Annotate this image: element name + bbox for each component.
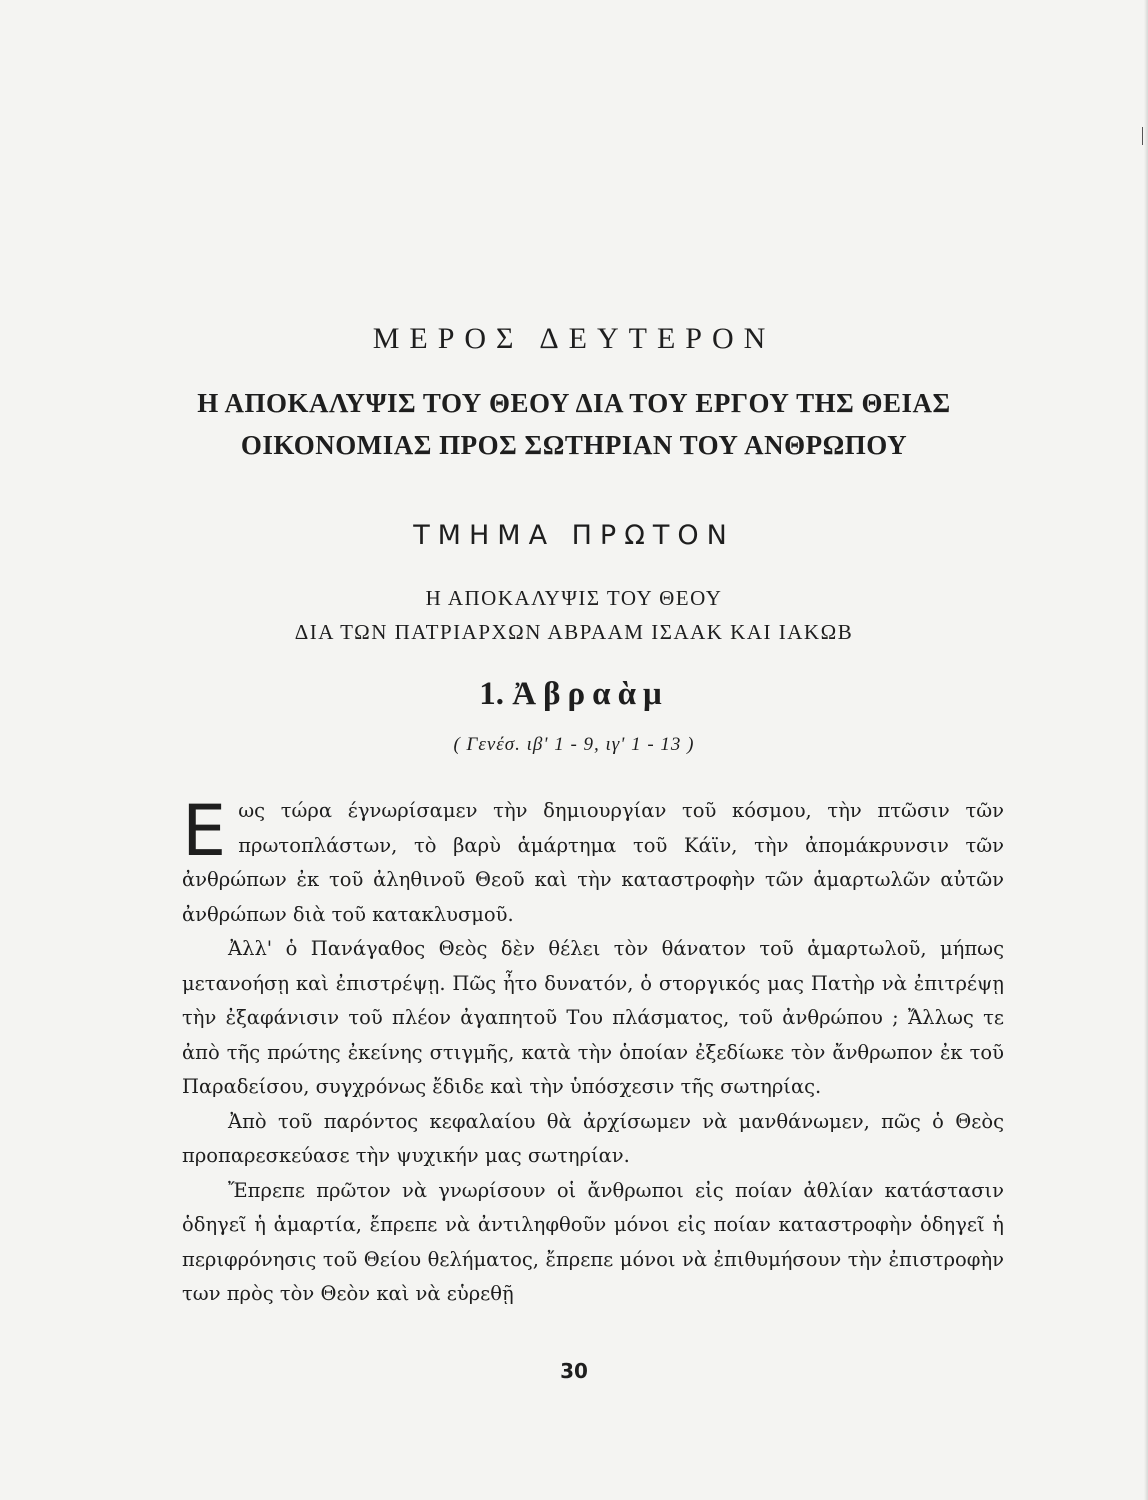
main-title-line-2: ΟΙΚΟΝΟΜΙΑΣ ΠΡΟΣ ΣΩΤΗΡΙΑΝ ΤΟΥ ΑΝΘΡΩΠΟΥ [240, 430, 908, 460]
body-text [182, 790, 1004, 1312]
subtitle-line-2: ΔΙΑ ΤΩΝ ΠΑΤΡΙΑΡΧΩΝ ΑΒΡΑΑΜ ΙΣΑΑΚ ΚΑΙ ΙΑΚΩΒ [294, 620, 854, 644]
paragraph-2: Ἀλλ' ὁ Πανάγαθος Θεὸς δὲν θέλει τὸν θάνατον τοῦ ἁμαρτωλοῦ, μήπως μετανοήσῃ καὶ ἐπιστρέψῃ. Πῶς ἦτο δυνατόν, ὁ στοργικός μας Πατὴρ νὰ ἐπιτρέψῃ τὴν ἐξαφάνισιν τοῦ πλέον ἀγαπητοῦ Του πλάσματος, τοῦ ἀνθρώπου ; Ἄλλως τε ἀπὸ τῆς πρώτης ἐκείνης στιγμῆς, κατὰ τὴν ὁποίαν ἐξεδίωκε τὸν ἄνθρωπον ἐκ τοῦ Παραδείσου, συγχρόνως ἔδιδε καὶ τὴν ὑπόσχεσιν τῆς σωτηρίας. [182, 937, 1004, 1098]
part-title: ΜΕΡΟΣ ΔΕΥΤΕΡΟΝ [372, 322, 776, 355]
paragraph-3: Ἀπὸ τοῦ παρόντος κεφαλαίου θὰ ἀρχίσωμεν νὰ μανθάνωμεν, πῶς ὁ Θεὸς προπαρεσκεύασε τὴν ψυχικήν μας σωτηρίαν. [182, 1109, 1004, 1167]
section-title: ΤΜΗΜΑ ΠΡΩΤΟΝ [413, 520, 735, 551]
paragraph-1-text: ως τώρα έγνωρίσαμεν τὴν δημιουργίαν τοῦ κόσμου, τὴν πτῶσιν τῶν πρωτοπλάστων, τὸ βαρὺ ἁμάρτημα τοῦ Κάϊν, τὴν ἀπομάκρυνσιν τῶν ἀνθρώπων ἐκ τοῦ ἀληθινοῦ Θεοῦ καὶ τὴν καταστροφὴν τῶν ἁμαρτωλῶν αὐτῶν ἀνθρώπων διὰ τοῦ κατακλυσμοῦ. [182, 799, 1004, 926]
scripture-reference: ( Γενέσ. ιβ' 1 - 9, ιγ' 1 - 13 ) [453, 734, 695, 755]
page-number: 30 [560, 1359, 588, 1383]
drop-cap: Ε [182, 790, 227, 872]
chapter-heading [0, 676, 1148, 713]
main-title-line-1: Η ΑΠΟΚΑΛΥΨΙΣ ΤΟΥ ΘΕΟΥ ΔΙΑ ΤΟΥ ΕΡΓΟΥ ΤΗΣ ΘΕΙΑΣ [197, 388, 951, 418]
chapter-name: Ἀβραὰμ [512, 676, 669, 712]
margin-mark [1142, 127, 1143, 145]
paragraph-4: Ἔπρεπε πρῶτον νὰ γνωρίσουν οἱ ἄνθρωποι εἰς ποίαν ἀθλίαν κατάστασιν ὁδηγεῖ ἡ ἁμαρτία, ἔπρεπε νὰ ἀντιληφθοῦν μόνοι εἰς ποίαν καταστροφὴν ὁδηγεῖ ἡ περιφρόνησις τοῦ Θείου θελήματος, ἔπρεπε μόνοι νὰ ἐπιθυμήσουν τὴν ἐπιστροφὴν των πρὸς τὸν Θεὸν καὶ νὰ εὑρεθῇ [182, 1178, 1004, 1305]
chapter-number: 1. [479, 676, 505, 712]
paragraph-1 [182, 790, 1004, 932]
subtitle-line-1: Η ΑΠΟΚΑΛΥΨΙΣ ΤΟΥ ΘΕΟΥ [425, 586, 723, 610]
